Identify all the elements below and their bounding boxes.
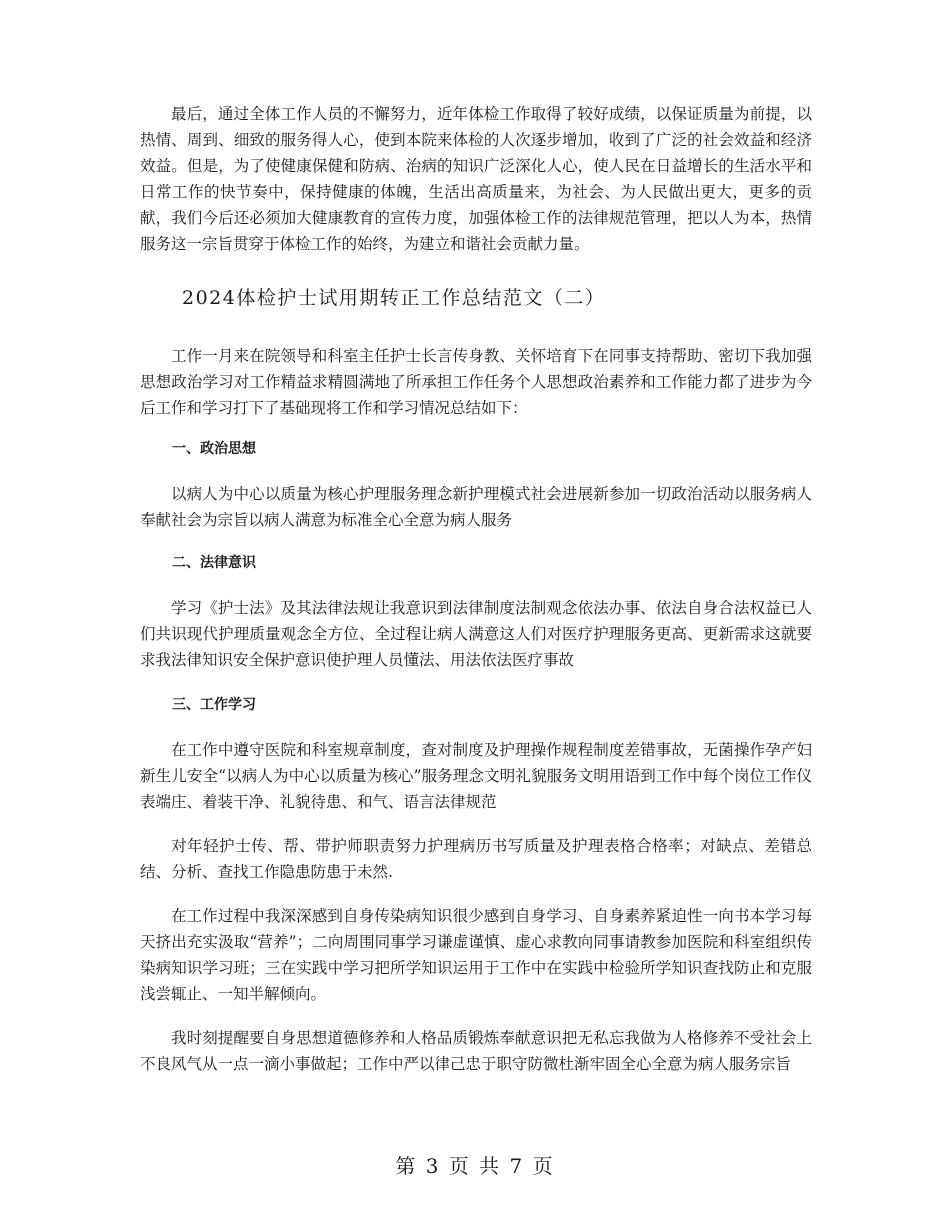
work-study-paragraph-1: 在工作中遵守医院和科室规章制度，查对制度及护理操作规程制度差错事故，无菌操作孕产妇新生儿安全“以病人为中心以质量为核心”服务理念文明礼貌服务文明用语到工作中每个岗位工作仪表端庄、着装干净、礼貌待患、和气、语言法律规范 (140, 741, 812, 811)
section-heading-politics: 一、政治思想 (172, 441, 256, 457)
intro-paragraph: 最后，通过全体工作人员的不懈努力，近年体检工作取得了较好成绩，以保证质量为前提，以热情、周到、细致的服务得人心，使到本院来体检的人次逐步增加，收到了广泛的社会效益和经济效益。但是，为了使健康保健和防病、治病的知识广泛深化人心，使人民在日益增长的生活水平和日常工作的快节奏中，保持健康的体魄，生活出高质量来，为社会、为人民做出更大，更多的贡献，我们今后还必须加大健康教育的宣传力度，加强体检工作的法律规范管理，把以人为本，热情服务这一宗旨贯穿于体检工作的始终，为建立和谐社会贡献力量。 (140, 105, 812, 253)
section-paragraph-law: 学习《护士法》及其法律法规让我意识到法律制度法制观念依法办事、依法自身合法权益已人们共识现代护理质量观念全方位、全过程让病人满意这人们对医疗护理服务更高、更新需求这就要求我法律知识安全保护意识使护理人员懂法、用法依法医疗事故 (140, 599, 812, 669)
work-study-paragraph-3: 在工作过程中我深深感到自身传染病知识很少感到自身学习、自身素养紧迫性一向书本学习每天挤出充实汲取“营养”；二向周围同事学习谦虚谨慎、虚心求教向同事请教参加医院和科室组织传染病知识学习班；三在实践中学习把所学知识运用于工作中在实践中检验所学知识查找防止和克服浅尝辄止、一知半解倾向。 (140, 907, 812, 1003)
work-study-paragraph-4: 我时刻提醒要自身思想道德修养和人格品质锻炼奉献意识把无私忘我做为人格修养不受社会上不良风气从一点一滴小事做起；工作中严以律己忠于职守防微杜渐牢固全心全意为病人服务宗旨 (140, 1029, 812, 1073)
page-number-footer: 第 3 页 共 7 页 (395, 1154, 555, 1178)
section-heading-law: 二、法律意识 (172, 555, 256, 571)
work-study-paragraph-2: 对年轻护士传、帮、带护师职责努力护理病历书写质量及护理表格合格率；对缺点、差错总结、分析、查找工作隐患防患于未然. (140, 837, 812, 881)
document-title: 2024体检护士试用期转正工作总结范文（二） (182, 287, 606, 309)
opening-paragraph: 工作一月来在院领导和科室主任护士长言传身教、关怀培育下在同事支持帮助、密切下我加强思想政治学习对工作精益求精圆满地了所承担工作任务个人思想政治素养和工作能力都了进步为今后工作和学习打下了基础现将工作和学习情况总结如下： (140, 347, 812, 417)
section-paragraph-politics: 以病人为中心以质量为核心护理服务理念新护理模式社会进展新参加一切政治活动以服务病人奉献社会为宗旨以病人满意为标准全心全意为病人服务 (140, 485, 812, 529)
section-heading-work-study: 三、工作学习 (172, 697, 256, 713)
